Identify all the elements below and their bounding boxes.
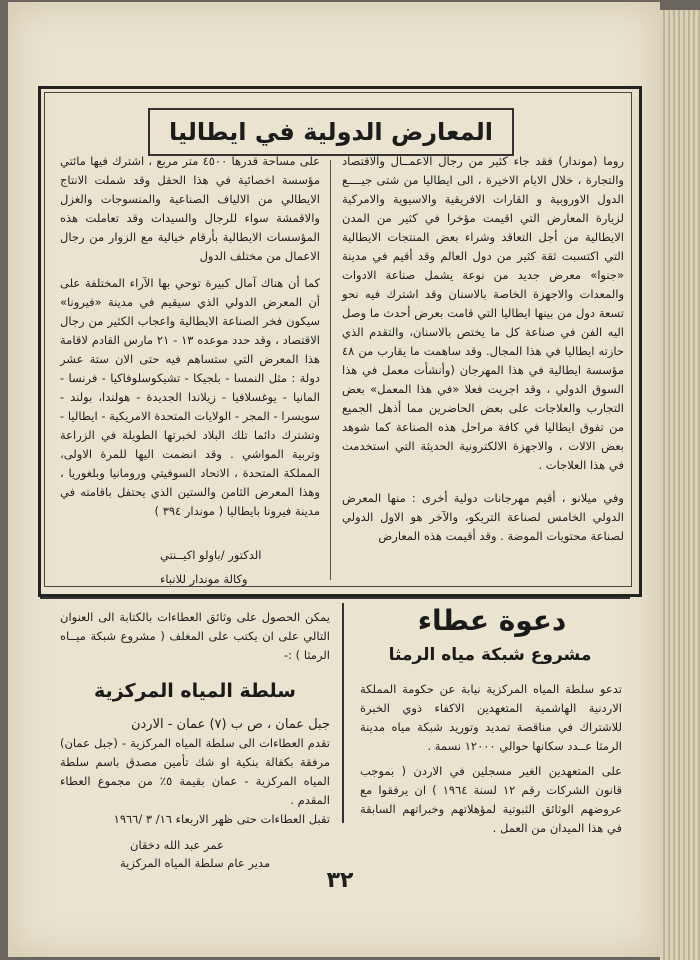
article-paragraph: روما (موندار) فقد جاء كثير من رجال الاعمــال والاقتصاد والتجارة ، خلال الايام الاخيرة ، الى ايطاليا من شتى جيــــع الدول الاوروبية و القارات الافريقية والاسيوية والامركية لزيارة المعارض التي اقيمت مؤخرا في كثير من المدن الايطالية من أجل التعاقد وشراء بعض المنتجات الايطالية التي اكتسبت ثقة كثير من دول العالم وقد أقيم في مدينة «جنوا» معرض جديد من نوعة يشمل صناعة الادوات والمعدات والاجهزة الخاصة بالاسنان وقد اشترك فيه نحو تسعة دول من بينها ايطاليا التي قامت بعرض أحدث ما وصل اليه الفن في صناعة كل ما يختص بالاسنان، والتقدم الذي حازته ايطاليا في هذا المجال. وقد ساهمت ما يقارب من ٤٨ مؤسسة ايطالية في هذا المهرجان (وأنشأت معمل في هذا السوق الدولي ، وقد اجريت فعلا «في هذا المعمل» بعض التجارب والعلاجات على بعض الحاضرين مما أذهل الجميع من تفوق ايطاليا في كافة مراحل هذه الصناعة كما شوهد بعض الالات ، والاجهزة الالكترونية الحديثة التي استخدمت في هذا العلاجات . <box>342 154 624 472</box>
column-divider <box>330 160 331 580</box>
tender-docs <box>60 608 330 665</box>
tender-body <box>360 680 622 838</box>
tender-paragraph: على المتعهدين الغير مسجلين في الاردن ( بموجب قانون الشركات رقم ١٢ لسنة ١٩٦٤ ) ان يرفقوا مع عروضهم الوثائق الثبوتية لمؤهلاتهم وخبراتهم السابقة في هذا الميدان من العمل . <box>360 764 622 835</box>
authority-address: جبل عمان ، ص ب (٧) عمان - الاردن <box>130 717 330 732</box>
signer-title: مدير عام سلطة المياه المركزية <box>120 856 271 870</box>
ad-column-divider <box>342 603 344 823</box>
article-right-column <box>342 152 624 546</box>
tender-heading: دعوة عطاء <box>417 604 567 637</box>
article-left-column <box>60 152 320 521</box>
section-divider <box>40 597 630 599</box>
article-paragraph: على مساحة قدرها ٤٥٠٠ متر مربع ، اشترك فيها مائتي مؤسسة اخصائية في هذا الحقل وقد شملت الانتاج الايطالي من الالياف الصناعية والمنسوجات والغزل والاقمشة سواء للرجال والسيدات وقد تعاملت هذه المؤسسات الايطالية بأرقام خيالية مع الزوار من رجال الاعمال من مختلف الدول <box>60 154 321 263</box>
page-number: ٣٢ <box>326 868 354 893</box>
tender-details <box>60 715 330 829</box>
article-title: المعارض الدولية في ايطاليا <box>148 108 514 156</box>
tender-project: مشروع شبكة مياه الرمثا <box>388 645 592 665</box>
article-paragraph: وفي ميلانو ، أقيم مهرجانات دولية أخرى : منها المعرض الدولي الخامس لصناعة التريكو، والآخر هو الاول الدولي لصناعة محتويات الموضة . وقد أقيمت هذه المعارض <box>342 491 624 543</box>
page-stack-edge <box>660 10 700 960</box>
authority-title: سلطة المياه المركزية <box>94 680 296 702</box>
author-name: الدكتور /باولو اكيــنتي <box>160 548 262 562</box>
tender-docs-text: يمكن الحصول على وثائق العطاءات بالكتابة الى العنوان التالي على ان يكتب على المغلف ( مشروع شبكة ميــاه الرمثا ) :- <box>60 610 330 662</box>
agency-name: وكالة موندار للانباء <box>160 572 248 586</box>
submission-text: تقدم العطاءات الى سلطة المياه المركزية - (جبل عمان) مرفقة بكفالة بنكية او شك تأمين مصدق باسم سلطة المياه المركزية - عمان بقيمة ٥٪ من مجموع العطاء المقدم . <box>60 736 330 807</box>
signer-name: عمر عبد الله دخقان <box>130 838 224 852</box>
tender-paragraph: تدعو سلطة المياه المركزية نيابة عن حكومة المملكة الاردنية الهاشمية المتعهدين الاكفاء ذوي الخبرة للاشتراك في مناقصة تمديد وتوريد شبكة مياه مدينة الرمثا عــدد سكانها حوالي ١٢٠٠٠ نسمة . <box>360 682 622 753</box>
deadline-text: تقبل العطاءات حتى ظهر الاربعاء ١٦/ ٣ /١٩٦٦ <box>113 812 330 826</box>
article-paragraph: كما أن هناك آمال كبيرة توحي بها الآراء المختلفة على أن المعرض الدولي الذي سيقيم في مدينة «فيرونا» سيكون فخر الصناعة الايطالية واعجاب الكثير من رجال الاقتصاد ، وقد حدد موعده ١٣ - ٢١ مارس القادم لاقامة هذا المعرض التي ستساهم فيه حتى الان ستة عشر دولة : مثل النمسا - بلجيكا - تشيكوسلوفاكيا - فرنسا - المانيا - يوغسلافيا - زيلاندا الجديدة - هولندا، بولند - سويسرا - المجر - الولايات المتحدة الامريكية - ايطاليا - وتشترك دائما تلك البلاد لخبرتها الطويلة في الزراعة وتربية المواشي . وقد انضمت اليها للمرة الاولى، المملكة المتحدة ، الاتحاد السوفيتي ورومانيا وبلغوريا ، وهذا المعرض الثامن والستين الذي يحتفل باقامته في مدينة فيرونا بايطاليا ( موندار ٣٩٤ ) <box>60 276 320 518</box>
